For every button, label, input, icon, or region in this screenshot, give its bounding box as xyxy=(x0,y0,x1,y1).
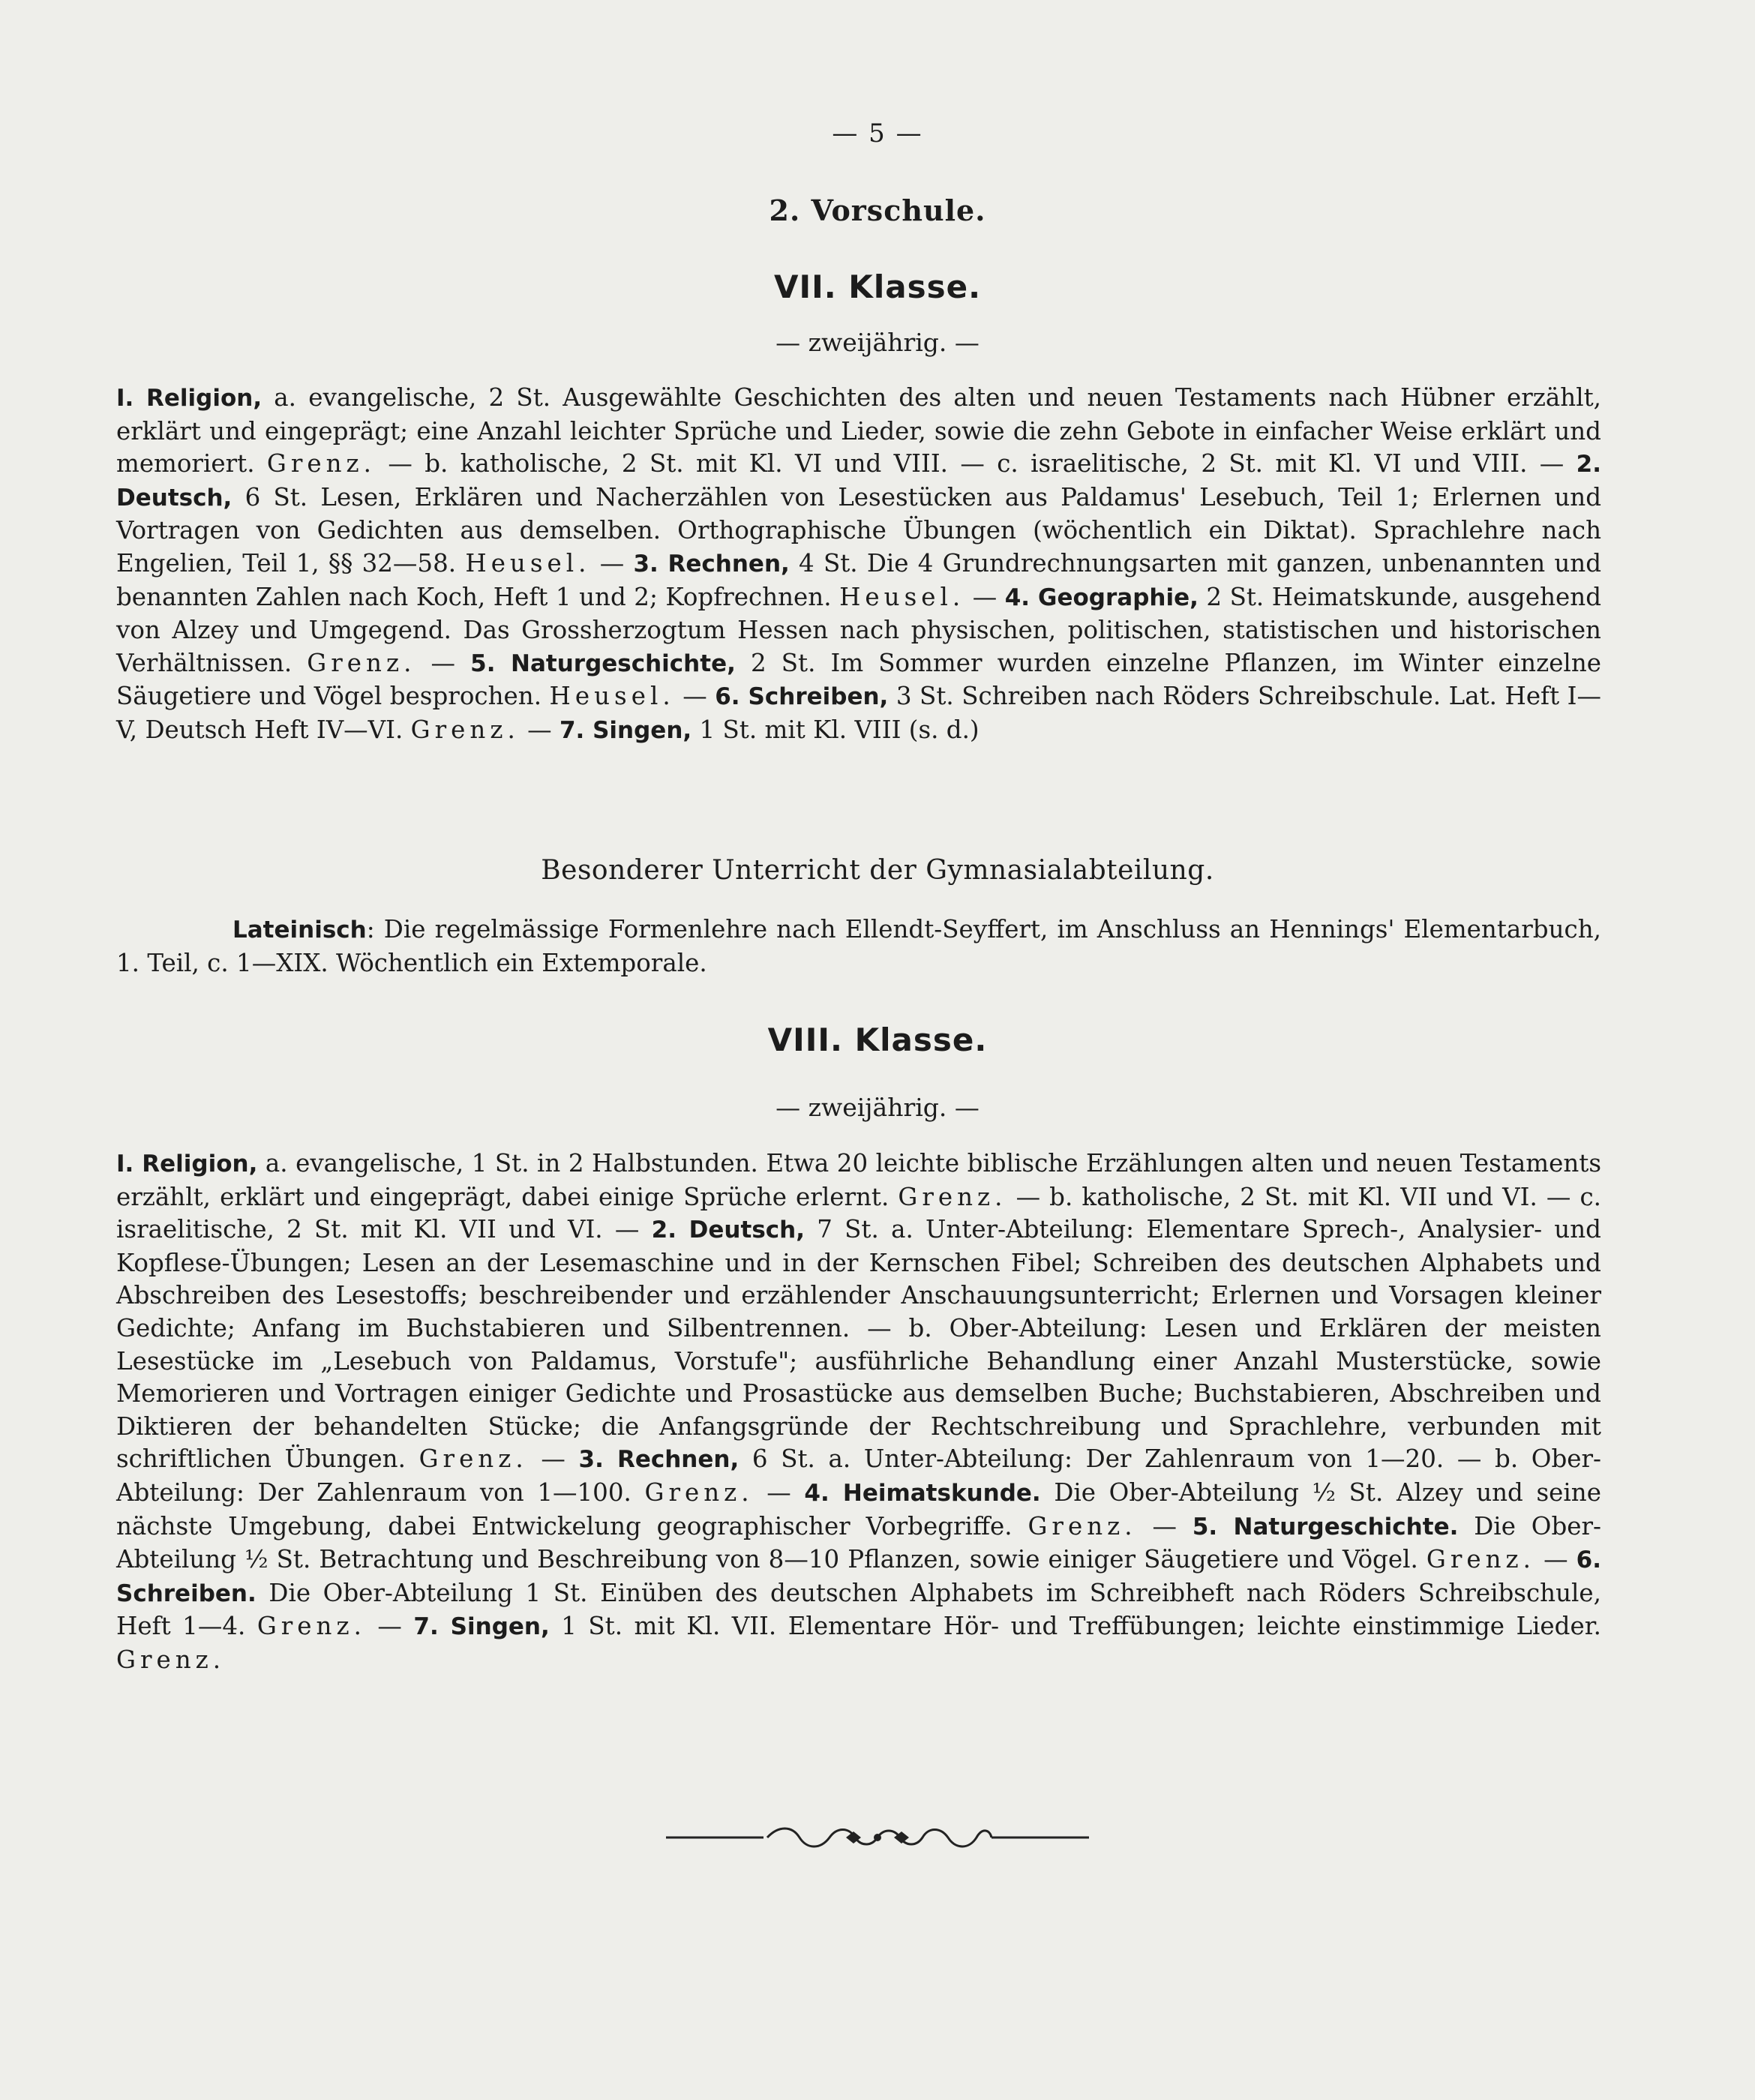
teacher-name: Grenz. xyxy=(898,1182,1007,1211)
page-number: — 5 — xyxy=(832,118,923,148)
teacher-name: Grenz. xyxy=(418,1444,528,1474)
subject-deutsch: 2. Deutsch, xyxy=(651,1216,805,1244)
subject-schreiben: 6. Schreiben, xyxy=(715,683,889,711)
subject-deutsch: 2. Deutsch, xyxy=(116,451,1601,512)
subject-singen: 7. Singen, xyxy=(413,1613,550,1641)
subject-singen: 7. Singen, xyxy=(559,716,692,744)
subject-lateinisch: Lateinisch xyxy=(232,916,367,944)
teacher-name: Heusel. xyxy=(839,582,965,611)
subject-heimatskunde: 4. Heimatskunde. xyxy=(804,1479,1041,1507)
teacher-name: Grenz. xyxy=(266,449,376,478)
class8-paragraph: I. Religion, a. evangelische, 1 St. in 2 Halbstunden. Etwa 20 leichte biblische Erzählungen alten und neuen Testaments erzählt, erklärt und eingeprägt, dabei einige Sprüche erlernt. Grenz. — b. katholische, 2 St. mit Kl. VII und VI. — c. israelitische, 2 St. mit Kl. VII und VI. — 2. Deutsch, 7 St. a. Unter-Abteilung: Elementare Sprech-, Analysier- und Kopflese-Übungen; Lesen an der Lesemaschine und in der Kernschen Fibel; Schreiben des deutschen Alphabets und Abschreiben des Lesestoffs; beschreibender und erzählender Anschauungsunterricht; Erlernen und Vorsagen kleiner Gedichte; Anfang im Buchstabieren und Silbentrennen. — b. Ober-Abteilung: Lesen und Erklären der meisten Lesestücke im „Lesebuch von Paldamus, Vorstufe"; ausführliche Behandlung einer Anzahl Musterstücke, sowie Memorieren und Vortragen einiger Gedichte und Prosastücke aus demselben Buche; Buchstabieren, Abschreiben und Diktieren der behandelten Stücke; die Anfangsgründe der Rechtschreibung und Sprachlehre, verbunden mit schriftlichen Übungen. Grenz. — 3. Rechnen, 6 St. a. Unter-Abteilung: Der Zahlenraum von 1—20. — b. Ober-Abteilung: Der Zahlenraum von 1—100. Grenz. — 4. Heimatskunde. Die Ober-Abteilung ½ St. Alzey und seine nächste Umgebung, dabei Entwickelung geographischer Vorbegriffe. Grenz. — 5. Naturgeschichte. Die Ober-Abteilung ½ St. Betrachtung und Beschreibung von 8—10 Pflanzen, sowie einiger Säugetiere und Vögel. Grenz. — 6. Schreiben. Die Ober-Abteilung 1 St. Einüben des deutschen Alphabets im Schreibheft nach Röders Schreibschule, Heft 1—4. Grenz. — 7. Singen, 1 St. mit Kl. VII. Elementare Hör- und Treffübungen; leichte einstimmige Lieder. Grenz. xyxy=(116,1149,1602,1674)
class8-duration: — zweijährig. — xyxy=(776,1093,980,1122)
subject-religion: I. Religion, xyxy=(116,385,262,412)
teacher-name: Grenz. xyxy=(307,648,416,677)
teacher-name: Grenz. xyxy=(644,1478,754,1507)
teacher-name: Grenz. xyxy=(410,715,520,744)
besonderer-title: Besonderer Unterricht der Gymnasialabteilung. xyxy=(541,855,1214,886)
decorative-ornament xyxy=(666,1822,1089,1852)
subject-naturgeschichte: 5. Naturgeschichte. xyxy=(1192,1513,1459,1540)
class8-title: VIII. Klasse. xyxy=(767,1022,988,1058)
section-title: 2. Vorschule. xyxy=(769,194,986,227)
class7-title: VII. Klasse. xyxy=(773,268,982,305)
teacher-name: Grenz. xyxy=(1426,1545,1536,1574)
subject-rechnen: 3. Rechnen, xyxy=(578,1446,740,1474)
subject-schreiben: 6. Schreiben. xyxy=(116,1546,1602,1607)
class7-paragraph: I. Religion, a. evangelische, 2 St. Ausgewählte Geschichten des alten und neuen Testaments nach Hübner erzählt, erklärt und eingeprägt; eine Anzahl leichter Sprüche und Lieder, sowie die zehn Gebote in einfacher Weise erklärt und memoriert. Grenz. — b. katholische, 2 St. mit Kl. VI und VIII. — c. israelitische, 2 St. mit Kl. VI und VIII. — 2. Deutsch, 6 St. Lesen, Erklären und Nacherzählen von Lesestücken aus Paldamus' Lesebuch, Teil 1; Erlernen und Vortragen von Gedichten aus demselben. Orthographische Übungen (wöchentlich ein Diktat). Sprachlehre nach Engelien, Teil 1, §§ 32—58. Heusel. — 3. Rechnen, 4 St. Die 4 Grundrechnungsarten mit ganzen, unbenannten und benannten Zahlen nach Koch, Heft 1 und 2; Kopfrechnen. Heusel. — 4. Geographie, 2 St. Heimatskunde, ausgehend von Alzey und Umgegend. Das Grossherzogtum Hessen nach physischen, politischen, statistischen und historischen Verhältnissen. Grenz. — 5. Naturgeschichte, 2 St. Im Sommer wurden einzelne Pflanzen, im Winter einzelne Säugetiere und Vögel besprochen. Heusel. — 6. Schreiben, 3 St. Schreiben nach Röders Schreibschule. Lat. Heft I—V, Deutsch Heft IV—VI. Grenz. — 7. Singen, 1 St. mit Kl. VIII (s. d.) xyxy=(116,383,1602,744)
teacher-name: Heusel. xyxy=(465,548,591,578)
teacher-name: Grenz. xyxy=(1028,1511,1137,1540)
subject-rechnen: 3. Rechnen, xyxy=(633,550,790,578)
teacher-name: Grenz. xyxy=(256,1612,366,1641)
teacher-name: Heusel. xyxy=(549,682,675,711)
class7-duration: — zweijährig. — xyxy=(776,328,980,357)
lateinisch-paragraph: Lateinisch: Die regelmässige Formenlehre nach Ellendt-Seyffert, im Anschluss an Hennings' Elementarbuch, 1. Teil, c. 1—XIX. Wöchentlich ein Extemporale. xyxy=(116,915,1601,977)
subject-geographie: 4. Geographie, xyxy=(1004,584,1198,611)
teacher-name: Grenz. xyxy=(116,1645,226,1674)
subject-naturgeschichte: 5. Naturgeschichte, xyxy=(470,650,736,677)
subject-religion: I. Religion, xyxy=(116,1150,258,1178)
